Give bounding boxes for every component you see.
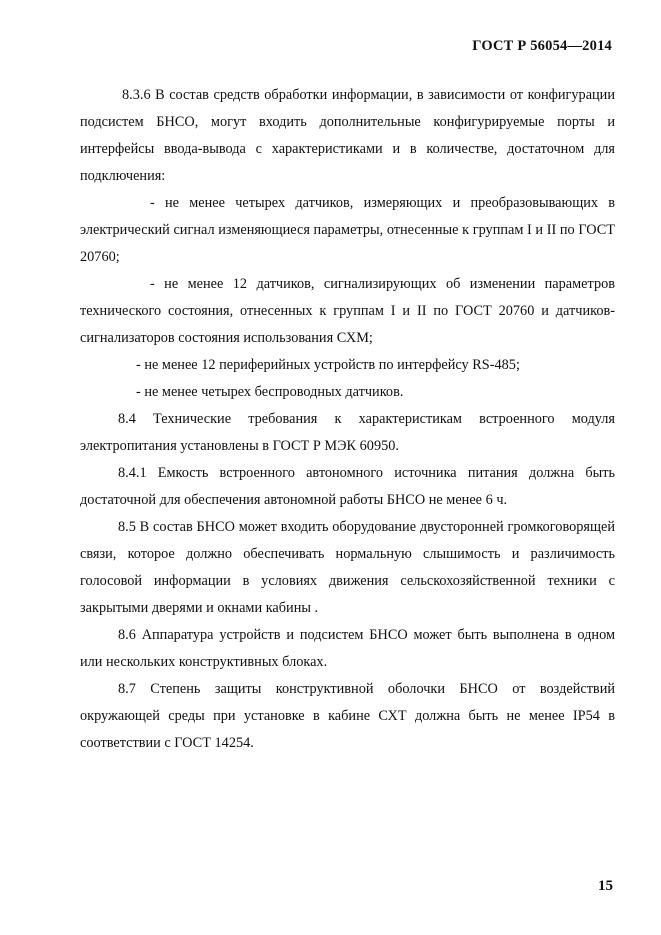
- body-text: [80, 82, 615, 757]
- paragraph-8-4-1: 8.4.1 Емкость встроенного автономного источника питания должна быть достаточной для обеспечения автономной работы БНСО не менее 6 ч.: [80, 465, 615, 508]
- standard-header: ГОСТ Р 56054—2014: [472, 38, 612, 54]
- list-item-sensors-twelve: - не менее 12 датчиков, сигнализирующих об изменении параметров технического состояния, отнесенных к группам I и II по ГОСТ 20760 и датчиков-сигнализаторов состояния использования СХМ;: [80, 276, 615, 346]
- paragraph-8-7: 8.7 Степень защиты конструктивной оболочки БНСО от воздействий окружающей среды при установке в кабине СХТ должна быть не менее IP54 в соответствии с ГОСТ 14254.: [80, 681, 615, 751]
- list-item-peripheral-devices: - не менее 12 периферийных устройств по интерфейсу RS-485;: [136, 357, 520, 373]
- paragraph-8-6: 8.6 Аппаратура устройств и подсистем БНСО может быть выполнена в одном или нескольких конструктивных блоках.: [80, 627, 615, 670]
- page-number: 15: [598, 878, 613, 894]
- paragraph-8-3-6: 8.3.6 В состав средств обработки информации, в зависимости от конфигурации подсистем БНСО, могут входить дополнительные конфигурируемые порты и интерфейсы ввода-вывода с характеристиками и в количестве, достаточном для подключения:: [80, 87, 615, 184]
- list-item-wireless-sensors: - не менее четырех беспроводных датчиков.: [136, 384, 404, 400]
- list-item-sensors-four: - не менее четырех датчиков, измеряющих и преобразовывающих в электрический сигнал изменяющиеся параметры, отнесенные к группам I и II по ГОСТ 20760;: [80, 195, 615, 265]
- paragraph-8-4: 8.4 Технические требования к характеристикам встроенного модуля электропитания установлены в ГОСТ Р МЭК 60950.: [80, 411, 615, 454]
- paragraph-8-5: 8.5 В состав БНСО может входить оборудование двусторонней громкоговорящей связи, которое должно обеспечивать нормальную слышимость и различимость голосовой информации в условиях движения сельскохозяйственной техники с закрытыми дверями и окнами кабины .: [80, 519, 615, 616]
